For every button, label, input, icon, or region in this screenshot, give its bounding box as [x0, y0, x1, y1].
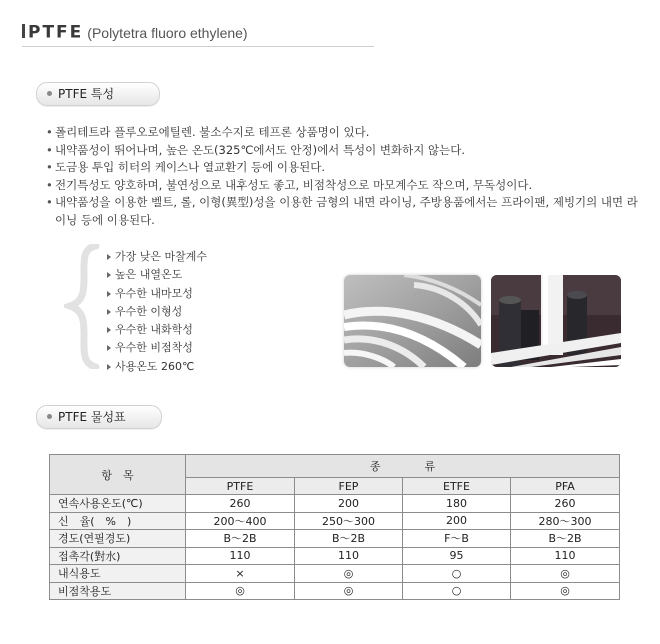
section-heading-label: PTFE 특성 — [58, 87, 115, 101]
page-title — [22, 22, 248, 46]
table-cell: 110 — [511, 547, 620, 565]
table-cell: 260 — [186, 495, 295, 513]
table-row — [50, 495, 620, 513]
table-cell: ◎ — [295, 582, 403, 600]
feature-list — [106, 248, 207, 376]
table-cell: ◎ — [511, 565, 620, 583]
table-cell: B～2B — [186, 530, 295, 548]
section-heading-properties — [36, 82, 160, 106]
table-cell: ○ — [403, 582, 511, 600]
bullet-dot-icon — [47, 414, 52, 419]
table-header-group: 종 류 — [186, 455, 620, 478]
list-item: • 내약품성을 이용한 벨트, 롤, 이형(異型)성을 이용한 금형의 내면 라이닝, 주방용품에서는 프라이팬, 제빙기의 내면 라이닝 등에 이용된다. — [46, 194, 646, 229]
title-bar-marker — [22, 24, 25, 38]
table-cell: 110 — [186, 547, 295, 565]
column-header: PFA — [511, 478, 620, 495]
table-cell: F～B — [403, 530, 511, 548]
table-cell: 280～300 — [511, 512, 620, 530]
table-row — [50, 565, 620, 583]
table-cell: 260 — [511, 495, 620, 513]
column-header: ETFE — [403, 478, 511, 495]
table-cell: 200 — [403, 512, 511, 530]
table-cell: 200 — [295, 495, 403, 513]
table-cell: ○ — [403, 565, 511, 583]
ptfe-rods-photo — [491, 275, 621, 367]
column-header: PTFE — [186, 478, 295, 495]
table-row — [50, 547, 620, 565]
feature-item: 가장 낮은 마찰계수 — [106, 248, 207, 266]
feature-item: 우수한 내마모성 — [106, 285, 207, 303]
table-row — [50, 582, 620, 600]
list-item: • 전기특성도 양호하며, 불연성으로 내후성도 좋고, 비점착성으로 마모계수도 작으며, 무독성이다. — [46, 177, 646, 195]
table-cell: B～2B — [511, 530, 620, 548]
table-cell: 95 — [403, 547, 511, 565]
properties-list — [46, 124, 646, 229]
row-label: 경도(연필경도) — [50, 530, 186, 548]
table-cell: ◎ — [186, 582, 295, 600]
table-cell: ◎ — [295, 565, 403, 583]
property-table — [49, 454, 619, 600]
curly-brace-icon — [64, 244, 104, 369]
table-cell: × — [186, 565, 295, 583]
table-cell: 200～400 — [186, 512, 295, 530]
section-heading-property-table — [36, 405, 162, 429]
table-cell: B～2B — [295, 530, 403, 548]
table-header-item: 항 목 — [50, 455, 186, 495]
section-heading-label: PTFE 물성표 — [58, 410, 126, 424]
title-main: PTFE — [28, 22, 84, 43]
feature-item: 우수한 이형성 — [106, 303, 207, 321]
feature-item: 우수한 내화학성 — [106, 321, 207, 339]
row-label: 연속사용온도(℃) — [50, 495, 186, 513]
table-cell: ◎ — [511, 582, 620, 600]
title-subtitle: (Polytetra fluoro ethylene) — [87, 24, 248, 41]
table-row — [50, 512, 620, 530]
row-label: 접촉각(對水) — [50, 547, 186, 565]
feature-item: 높은 내열온도 — [106, 266, 207, 284]
column-header: FEP — [295, 478, 403, 495]
table-cell: 180 — [403, 495, 511, 513]
list-item: • 내약품성이 뛰어나며, 높은 온도(325℃에서도 안정)에서 특성이 변화하지 않는다. — [46, 142, 646, 160]
bullet-dot-icon — [47, 91, 52, 96]
row-label: 신 율( % ) — [50, 512, 186, 530]
table-cell: 250～300 — [295, 512, 403, 530]
table-cell: 110 — [295, 547, 403, 565]
feature-item: 사용온도 260℃ — [106, 358, 207, 376]
row-label: 비점착용도 — [50, 582, 186, 600]
row-label: 내식용도 — [50, 565, 186, 583]
list-item: • 도금용 투입 히터의 케이스나 열교환기 등에 이용된다. — [46, 159, 646, 177]
ptfe-tubes-photo — [344, 275, 481, 367]
feature-item: 우수한 비점착성 — [106, 339, 207, 357]
list-item: • 폴리테트라 플루오로에틸렌. 불소수지로 테프론 상품명이 있다. — [46, 124, 646, 142]
table-row — [50, 530, 620, 548]
title-divider — [22, 46, 374, 47]
